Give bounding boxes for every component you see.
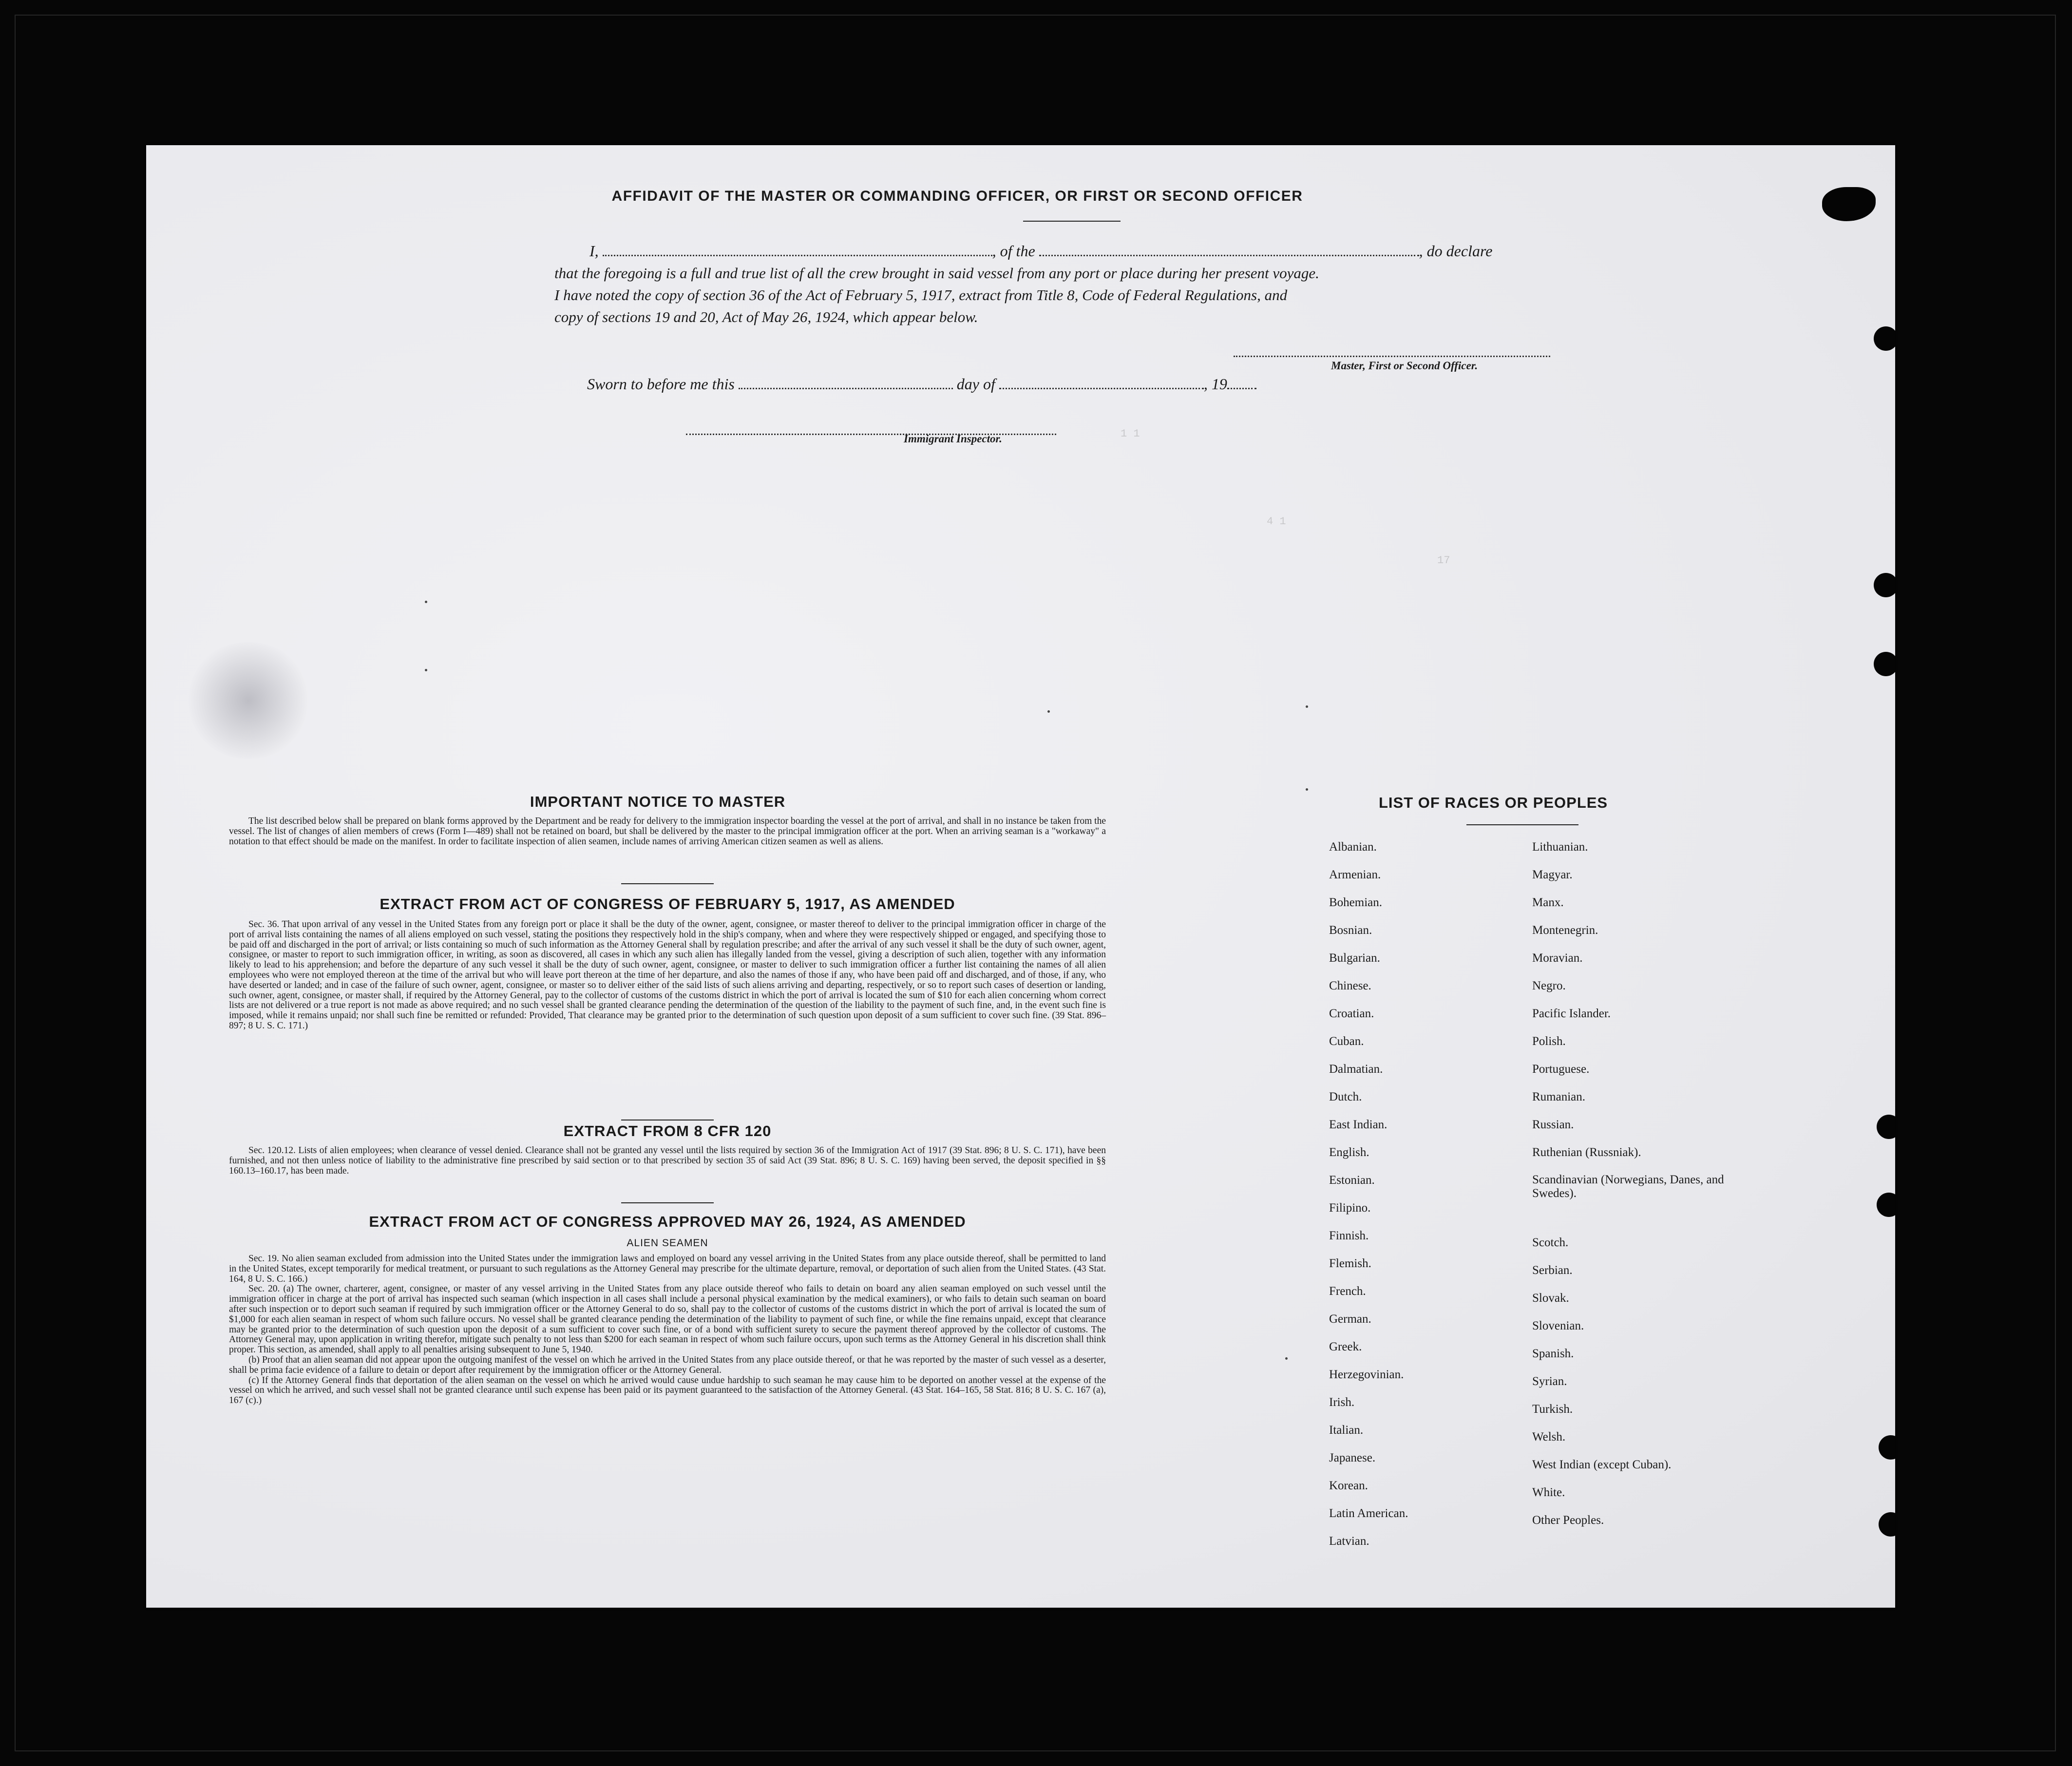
alien-seamen-subtitle: ALIEN SEAMEN: [627, 1237, 708, 1249]
title-underline: [1023, 221, 1121, 222]
left-race-item: Filipino.: [1329, 1201, 1371, 1215]
left-race-item: Albanian.: [1329, 840, 1377, 854]
left-race-item: Bosnian.: [1329, 924, 1372, 937]
right-race-item: Russian.: [1532, 1118, 1574, 1131]
left-race-item: Greek.: [1329, 1340, 1362, 1353]
right-race-item: Spanish.: [1532, 1347, 1574, 1360]
extract-cfr-body: [229, 1146, 1106, 1176]
right-race-item: West Indian (except Cuban).: [1532, 1458, 1672, 1471]
right-race-item: Syrian.: [1532, 1375, 1567, 1388]
right-race-item: Turkish.: [1532, 1403, 1573, 1416]
right-race-item: Moravian.: [1532, 951, 1583, 965]
right-race-item: Montenegrin.: [1532, 924, 1598, 937]
punch-hole: [1874, 652, 1895, 676]
right-race-item: Manx.: [1532, 896, 1564, 909]
punch-hole: [1822, 187, 1876, 221]
right-race-item: Slovak.: [1532, 1291, 1569, 1305]
races-right-column: [1532, 833, 1766, 1534]
sec-19-text: Sec. 19. No alien seaman excluded from admission into the United States under the immigration laws and employed on board any vessel arriving in the United States from any place outside thereof, shall be permitted to land in the United States, except temporarily for medical treatment, or pursuant to such regulations as the Attorney General may prescribe for the ultimate departure, removal, or deportation of such alien from the United States. (43 Stat. 164, 8 U. S. C. 166.): [229, 1253, 1106, 1284]
punch-hole: [1877, 1193, 1895, 1217]
right-race-item: Slovenian.: [1532, 1319, 1584, 1332]
right-race-item: Portuguese.: [1532, 1063, 1590, 1076]
speck: [1285, 1357, 1288, 1360]
races-left-column: [1329, 833, 1534, 1555]
right-race-item: Ruthenian (Russniak).: [1532, 1146, 1641, 1159]
left-race-item: Latvian.: [1329, 1535, 1369, 1548]
sworn-prefix: Sworn to before me this: [587, 375, 735, 393]
sworn-line: [587, 373, 1256, 395]
punch-hole: [1877, 1115, 1895, 1139]
speck: [1047, 710, 1050, 713]
sec-20a-text: Sec. 20. (a) The owner, charterer, agent, consignee, or master of any vessel arriving in the United States from any place outside thereof who fails to detain on board any alien seaman employed on such vessel until the immigration officer in charge at the port of arrival has inspected such seaman (which inspection in all cases shall include a personal physical examination by the medical examiners), or who fails to detain such seaman on board after such inspection or to deport such seaman if required by such immigration officer or the Attorney General to do so, shall pay to the collector of customs of the customs district in which the port of arrival is located the sum of $1,000 for each alien seaman in respect of whom such failure occurs. No vessel shall be granted clearance pending the determination of the liability to payment of such fine, or while the fine remains unpaid, except that clearance may be granted prior to the determination of such question upon the deposit of a sum sufficient to cover such fine, or of a bond with sufficient surety to secure the payment thereof approved by the collector of customs. The Attorney General may, upon application in writing therefor, mitigate such penalty to not less than $200 for each seaman in respect of whom such failure occurs, upon such terms as the Attorney General in his discretion shall think proper. This section, as amended, shall apply to all penalties arising subsequent to June 5, 1940.: [229, 1284, 1106, 1355]
punch-hole: [1879, 1512, 1895, 1537]
punch-hole: [1874, 326, 1895, 351]
left-race-item: Estonian.: [1329, 1174, 1375, 1187]
sec-20b-text: (b) Proof that an alien seaman did not appear upon the outgoing manifest of the vessel on which he arrived in the United States from any place outside thereof, or that he was reported by the master of such vessel as a deserter, shall be prima facie evidence of a failure to detain or deport after requirement by the immigration officer or the Attorney General.: [229, 1354, 1106, 1375]
speck: [425, 669, 427, 671]
sworn-month-field[interactable]: [999, 377, 1204, 389]
right-race-item: Scandinavian (Norwegians, Danes, and Swedes).: [1532, 1173, 1724, 1200]
master-signature-line[interactable]: [1234, 345, 1550, 357]
vessel-field[interactable]: [1039, 244, 1419, 256]
smudge-mark: [185, 642, 312, 759]
left-race-item: Bulgarian.: [1329, 951, 1380, 965]
speck: [1306, 705, 1308, 708]
left-race-item: Dutch.: [1329, 1090, 1362, 1103]
sworn-year: , 19: [1203, 375, 1227, 393]
document-page: [146, 145, 1895, 1608]
affidavit-line-4: copy of sections 19 and 20, Act of May 26, 1924, which appear below.: [554, 308, 978, 325]
bleed-through: 17: [1437, 554, 1450, 567]
right-race-item: White.: [1532, 1486, 1565, 1499]
notice-title: IMPORTANT NOTICE TO MASTER: [530, 793, 786, 810]
speck: [425, 601, 427, 603]
punch-hole: [1879, 1435, 1895, 1460]
left-race-item: German.: [1329, 1312, 1371, 1326]
left-race-item: Cuban.: [1329, 1035, 1364, 1048]
left-race-item: French.: [1329, 1285, 1366, 1298]
extract-1924-title: EXTRACT FROM ACT OF CONGRESS APPROVED MAY 26, 1924, AS AMENDED: [369, 1213, 966, 1230]
right-race-item: Negro.: [1532, 979, 1566, 992]
bleed-through: 4 1: [1267, 515, 1286, 528]
left-race-item: Korean.: [1329, 1479, 1368, 1492]
left-race-item: East Indian.: [1329, 1118, 1388, 1131]
right-race-item: Welsh.: [1532, 1430, 1566, 1443]
left-race-item: Finnish.: [1329, 1229, 1369, 1242]
left-race-item: Irish.: [1329, 1396, 1355, 1409]
affidavit-line-3: I have noted the copy of section 36 of the Act of February 5, 1917, extract from Title 8, Code of Federal Regulations, and: [554, 286, 1288, 304]
right-race-item: Scotch.: [1532, 1236, 1569, 1249]
inspector-caption: Immigrant Inspector.: [904, 433, 1002, 445]
name-field[interactable]: [603, 244, 992, 256]
affidavit-i: I,: [589, 242, 599, 260]
sec-120-12-text: Sec. 120.12. Lists of alien employees; when clearance of vessel denied. Clearance shall not be granted any vessel until the lists required by section 36 of the Immigration Act of 1917 (39 Stat. 896; 8 U. S. C. 171), have been furnished, and not then unless notice of liability to the administrative fine prescribed by said section or to that prescribed by section 35 of said Act (39 Stat. 896; 8 U. S. C. 169) having been served, the deposit specified in §§ 160.13–160.17, has been made.: [229, 1145, 1106, 1176]
sec-36-text: Sec. 36. That upon arrival of any vessel in the United States from any foreign port or place it shall be the duty of the owner, agent, consignee, or master thereof to deliver to the principal immigration officer in charge of the port of arrival lists containing the names of all aliens employed on such vessel, stating the positions they respectively hold in the ship's company, when and where they were respectively shipped or engaged, and specifying those to be paid off and discharged in the port of arrival; or lists containing so much of such information as the Attorney General shall by regulation prescribe; and after the arrival of any such vessel it shall be the duty of such owner, agent, consignee, or master to report to such immigration officer, in writing, as soon as discovered, all cases in which any such alien has illegally landed from the vessel, giving a description of such alien, together with any information likely to lead to his apprehension; and before the departure of any such vessel it shall be the duty of such owner, agent, consignee, or master to deliver to such immigration officer a further list containing the names of all alien employees who were not employed thereon at the time of the arrival but who will leave port thereon at the time of her departure, and also the names of those if any, who have been paid off and discharged, and of those, if any, who have deserted or landed; and in case of the failure of such owner, agent, consignee, or master so to deliver either of the said lists of such aliens arriving and departing, respectively, or so to report such cases of desertion or landing, such owner, agent, consignee, or master shall, if required by the Attorney General, pay to the collector of customs of the customs district in which the port of arrival is located the sum of $10 for each alien concerning whom correct lists are not delivered or a true report is not made as above required; and no such vessel shall be granted clearance pending the determination of the question of the liability to the payment of such fine, and, in the event such fine is imposed, while it remains unpaid; nor shall such fine be remitted or refunded: Provided, That clearance may be granted prior to the determination of such question upon deposit of a sum sufficient to cover such fine. (39 Stat. 896–897; 8 U. S. C. 171.): [229, 919, 1106, 1031]
left-race-item: English.: [1329, 1146, 1369, 1159]
notice-text: The list described below shall be prepared on blank forms approved by the Department and be ready for delivery to the immigration inspector boarding the vessel at the port of arrival, and shall in no instance be taken from the vessel. The list of changes of alien members of crews (Form I—489) shall not be retained on board, but shall be delivered by the master to the principal immigration officer at the port. When an arriving seaman is a "workaway" a notation to that effect should be made on the manifest. In order to facilitate inspection of alien seamen, include names of arriving American citizen seamen as well as aliens.: [229, 816, 1106, 847]
sworn-year-field[interactable]: [1227, 377, 1256, 389]
extract-1917-title: EXTRACT FROM ACT OF CONGRESS OF FEBRUARY 5, 1917, AS AMENDED: [380, 895, 955, 912]
divider: [621, 883, 714, 884]
affidavit-line-2: that the foregoing is a full and true list of all the crew brought in said vessel from any port or place during her present voyage.: [554, 265, 1319, 282]
left-race-item: Chinese.: [1329, 979, 1371, 992]
speck: [1306, 788, 1308, 791]
right-race-item: Pacific Islander.: [1532, 1007, 1611, 1020]
left-race-item: Croatian.: [1329, 1007, 1374, 1020]
punch-hole: [1874, 573, 1895, 597]
master-caption: Master, First or Second Officer.: [1331, 360, 1478, 372]
left-race-item: Flemish.: [1329, 1257, 1371, 1270]
right-race-item: Polish.: [1532, 1035, 1566, 1048]
affidavit-line-1: [589, 240, 1492, 262]
extract-1924-body: [229, 1254, 1106, 1406]
right-race-item: Lithuanian.: [1532, 840, 1588, 854]
right-race-item: Magyar.: [1532, 868, 1573, 881]
right-race-item: Rumanian.: [1532, 1090, 1586, 1103]
divider: [621, 1202, 714, 1203]
extract-1917-body: [229, 920, 1106, 1031]
left-race-item: Japanese.: [1329, 1451, 1376, 1464]
right-race-item: Serbian.: [1532, 1264, 1573, 1277]
left-race-item: Italian.: [1329, 1424, 1364, 1437]
left-race-item: Dalmatian.: [1329, 1063, 1383, 1076]
left-race-item: Armenian.: [1329, 868, 1381, 881]
sworn-date-field[interactable]: [739, 377, 953, 389]
left-race-item: Bohemian.: [1329, 896, 1383, 909]
races-underline: [1466, 824, 1578, 825]
races-title: LIST OF RACES OR PEOPLES: [1379, 794, 1608, 811]
left-race-item: Latin American.: [1329, 1507, 1408, 1520]
left-race-item: Herzegovinian.: [1329, 1368, 1404, 1381]
affidavit-declare: , do declare: [1419, 242, 1493, 260]
right-race-item: Other Peoples.: [1532, 1514, 1604, 1527]
bleed-through: 1 1: [1121, 428, 1140, 440]
affidavit-title: AFFIDAVIT OF THE MASTER OR COMMANDING OFFICER, OR FIRST OR SECOND OFFICER: [611, 188, 1303, 204]
sec-20c-text: (c) If the Attorney General finds that deportation of the alien seaman on the vessel on which he arrived would cause undue hardship to such seaman he may cause him to be deported on another vessel at the expense of the vessel on which he arrived, and such vessel shall not be granted clearance until such expense has been paid or its payment guaranteed to the satisfaction of the Attorney General. (43 Stat. 164–165, 58 Stat. 816; 8 U. S. C. 167 (a), 167 (c).): [229, 1375, 1106, 1406]
notice-body: [229, 817, 1106, 847]
right-race-item: [1532, 1201, 1766, 1229]
extract-cfr-title: EXTRACT FROM 8 CFR 120: [563, 1122, 772, 1139]
sworn-day-of: day of: [956, 375, 995, 393]
affidavit-of-the: , of the: [992, 242, 1035, 260]
